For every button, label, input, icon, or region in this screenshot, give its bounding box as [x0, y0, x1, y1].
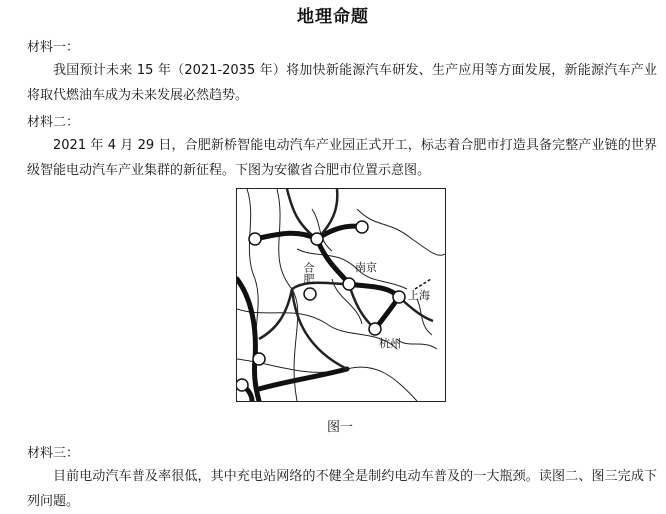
map-railways: [237, 226, 399, 401]
material-1-label: 材料一：: [27, 40, 80, 55]
material-1-text: 我国预计未来 15 年（2021-2035 年）将加快新能源汽车研发、生产应用等方面发展，新能源汽车产业将取代燃油车成为未来发展必然趋势。: [27, 63, 657, 103]
material-3-label: 材料三：: [27, 446, 80, 461]
page-title: 地理命题: [297, 7, 369, 27]
map-label-shanghai: 上海: [408, 289, 430, 302]
map-label-nanjing: 南京: [355, 261, 377, 274]
material-2-label: 材料二：: [27, 115, 80, 130]
map-label-hefei: 合肥: [302, 262, 315, 284]
material-2-text: 2021 年 4 月 29 日，合肥新桥智能电动汽车产业园正式开工，标志着合肥市打造具备完整产业链的世界级智能电动汽车产业集群的新征程。下图为安徽省合肥市位置示意图。: [27, 138, 657, 178]
map-label-hangzhou: 杭州: [379, 337, 401, 350]
location-map: [236, 188, 446, 402]
figure-caption: 图一: [326, 420, 353, 435]
material-3-text: 目前电动汽车普及率很低，其中充电站网络的不健全是制约电动车普及的一大瓶颈。读图二、图三完成下列问题。: [27, 469, 657, 509]
